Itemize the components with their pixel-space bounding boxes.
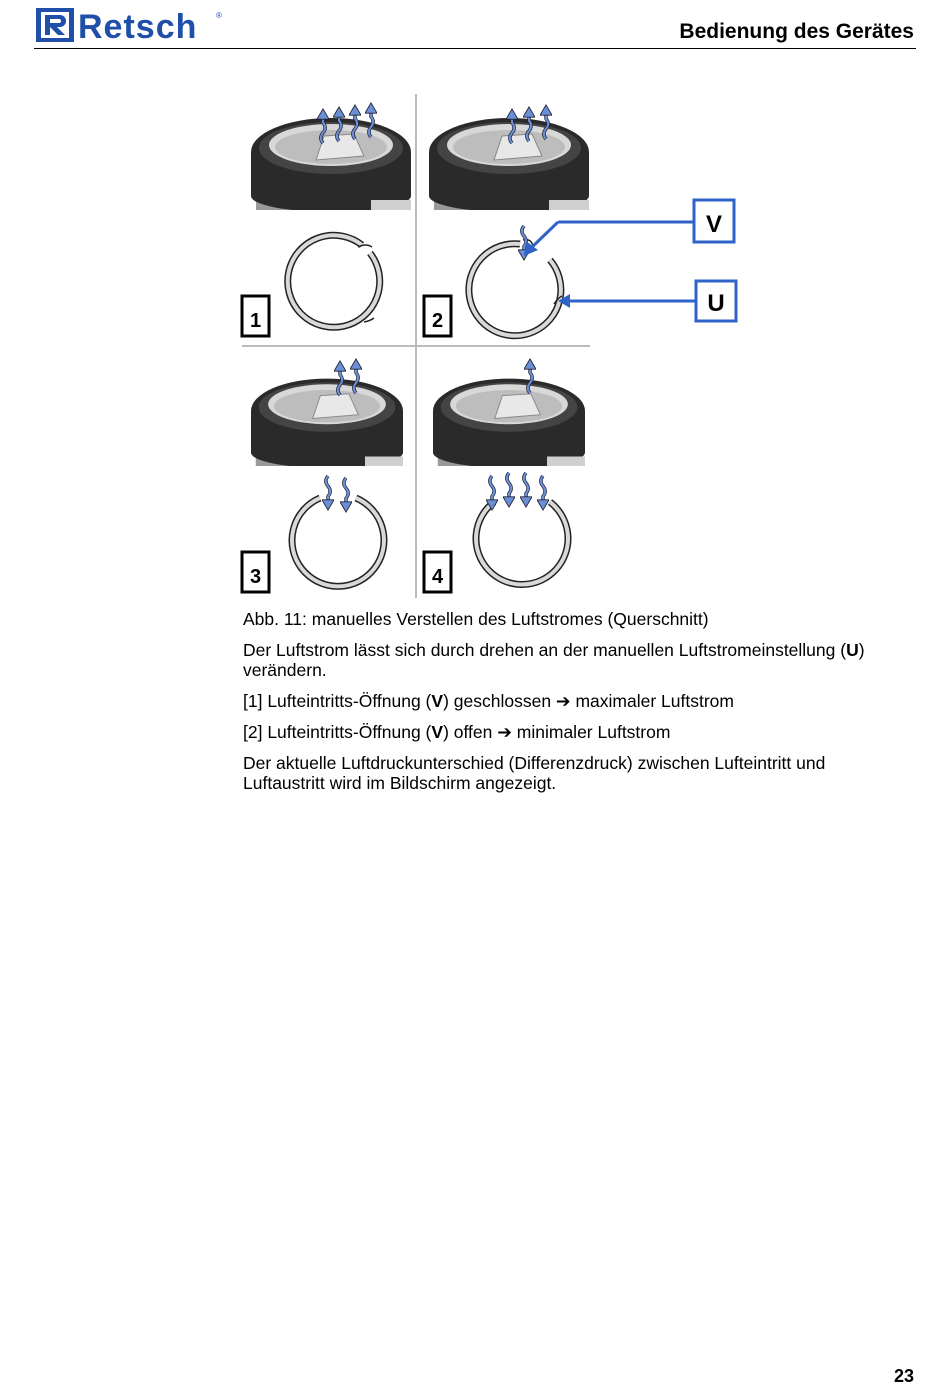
header-divider	[34, 48, 916, 49]
registered-mark: ®	[216, 11, 222, 20]
callout-v-label: V	[705, 211, 723, 238]
panel-label-2: 2	[431, 310, 444, 332]
logo-text: Retsch	[78, 8, 198, 44]
retsch-logo	[36, 6, 226, 44]
panel-label-1: 1	[249, 310, 262, 332]
airflow-figure	[238, 90, 748, 602]
item1-key-v: V	[431, 691, 444, 711]
item2-text-start: [2] Lufteintritts-Öffnung (	[243, 722, 432, 742]
intro-key-u: U	[846, 640, 859, 660]
item2-text-mid: ) offen	[443, 722, 498, 742]
panel-3	[242, 359, 403, 592]
paragraph-outro: Der aktuelle Luftdruckunterschied (Differenzdruck) zwischen Lufteintritt und Luftaustritt wird im Bildschirm angezeigt.	[243, 753, 826, 793]
paragraph-intro	[243, 640, 903, 680]
item1-text-mid: ) geschlossen	[443, 691, 556, 711]
list-item-2	[243, 722, 903, 742]
item2-text-end: minimaler Luftstrom	[511, 722, 671, 742]
panel-label-3: 3	[249, 566, 262, 588]
section-title: Bedienung des Gerätes	[679, 20, 914, 43]
callout-u	[558, 281, 736, 321]
item1-text-end: maximaler Luftstrom	[570, 691, 734, 711]
intro-text-start: Der Luftstrom lässt sich durch drehen an der manuellen Luftstromeinstellung (	[243, 640, 847, 660]
item1-text-start: [1] Lufteintritts-Öffnung (	[243, 691, 432, 711]
right-arrow-icon: ➔	[555, 691, 571, 711]
callout-u-label: U	[707, 290, 725, 317]
figure-caption: Abb. 11: manuelles Verstellen des Luftstromes (Querschnitt)	[243, 609, 709, 629]
intro-text-end: ) verändern.	[243, 640, 865, 680]
panel-1	[242, 103, 411, 336]
list-item-1	[243, 691, 903, 711]
panel-4	[424, 359, 585, 592]
panel-label-4: 4	[431, 566, 444, 588]
item2-key-v: V	[431, 722, 444, 742]
body-text	[243, 609, 903, 804]
page-number: 23	[893, 1366, 914, 1386]
right-arrow-icon: ➔	[497, 722, 512, 742]
